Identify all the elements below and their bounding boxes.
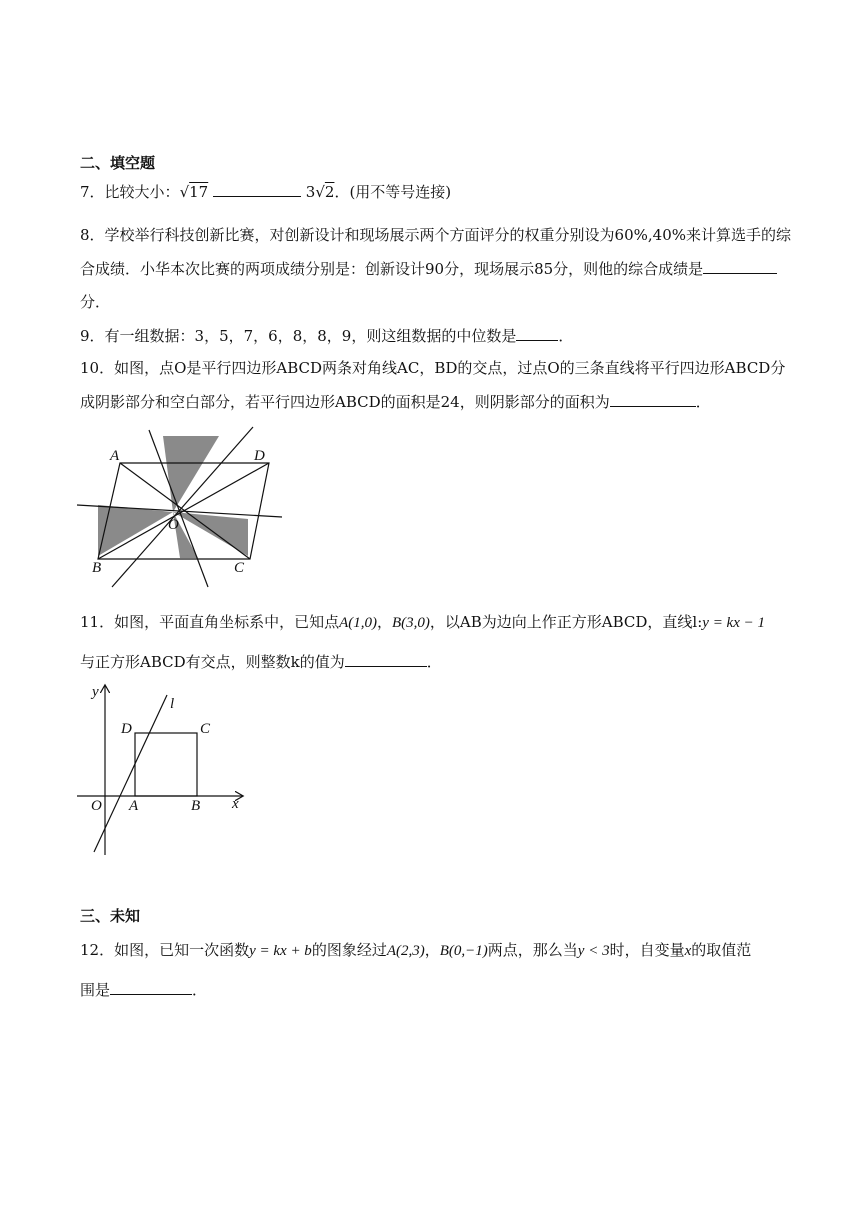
sqrt-sign: √ xyxy=(315,183,325,201)
answer-blank xyxy=(516,326,558,341)
answer-blank xyxy=(703,259,777,274)
question-text: 的图象经过 xyxy=(311,941,387,959)
answer-blank xyxy=(213,182,301,197)
label-a: A xyxy=(129,798,139,814)
question-10-line-2 xyxy=(80,392,711,412)
radicand: 2 xyxy=(324,183,335,201)
question-8-line-3: 分． xyxy=(80,293,111,311)
question-suffix: ．(用不等号连接) xyxy=(334,183,452,201)
question-text: 两点，那么当 xyxy=(487,941,578,959)
function-equation: y = kx + b xyxy=(249,943,312,959)
section-title: 二、填空题 xyxy=(80,154,156,172)
label-d: D xyxy=(121,721,132,737)
label-b: B xyxy=(191,798,201,814)
point-a: A(2,3) xyxy=(386,943,425,959)
question-text: ，以AB为边向上作正方形ABCD，直线l: xyxy=(429,613,703,631)
question-text: 合成绩．小华本次比赛的两项成绩分别是：创新设计90分，现场展示85分，则他的综合成绩是 xyxy=(80,260,704,278)
question-end: ． xyxy=(192,981,208,999)
separator: ， xyxy=(377,613,393,631)
parallelogram-figure xyxy=(72,425,292,595)
question-8-line-2 xyxy=(80,259,777,279)
question-text: 的取值范 xyxy=(691,941,752,959)
question-11-line-2 xyxy=(80,652,442,672)
question-12-line-1 xyxy=(80,940,751,961)
point-b: B(3,0) xyxy=(392,615,430,631)
label-y: y xyxy=(92,684,99,700)
question-10-line-1: 10．如图，点O是平行四边形ABCD两条对角线AC，BD的交点，过点O的三条直线将平行四边形ABCD分 xyxy=(80,359,786,377)
label-o: O xyxy=(91,798,102,814)
question-text: 时，自变量 xyxy=(609,941,685,959)
label-l: l xyxy=(170,696,175,712)
label-c: C xyxy=(234,560,245,576)
question-12-line-2 xyxy=(80,980,207,1000)
question-text: 围是 xyxy=(80,981,111,999)
label-o: O xyxy=(168,517,179,533)
coefficient: 3 xyxy=(305,183,316,201)
question-end: ． xyxy=(426,653,442,671)
question-11-line-1 xyxy=(80,612,765,633)
section-title: 三、未知 xyxy=(80,907,141,925)
point-a: A(1,0) xyxy=(339,615,377,631)
question-text: 9．有一组数据：3，5，7，6，8，8，9，则这组数据的中位数是 xyxy=(80,327,517,345)
variable: x xyxy=(684,943,692,959)
question-text: 与正方形ABCD有交点，则整数k的值为 xyxy=(80,653,345,671)
question-prefix: 比较大小： xyxy=(104,183,180,201)
question-end: ． xyxy=(558,327,574,345)
label-a: A xyxy=(110,448,120,464)
question-8-line-1: 8．学校举行科技创新比赛，对创新设计和现场展示两个方面评分的权重分别设为60%,40%来计算选手的综 xyxy=(80,226,791,244)
answer-blank xyxy=(610,392,696,407)
question-7 xyxy=(80,182,451,202)
line-equation: y = kx − 1 xyxy=(702,615,765,631)
point-b: B(0,−1) xyxy=(439,943,488,959)
question-text: 成阴影部分和空白部分，若平行四边形ABCD的面积是24，则阴影部分的面积为 xyxy=(80,393,610,411)
question-text: 12．如图，已知一次函数 xyxy=(80,941,250,959)
answer-blank xyxy=(345,652,427,667)
answer-blank xyxy=(110,980,192,995)
label-d: D xyxy=(254,448,265,464)
question-9 xyxy=(80,326,573,346)
label-x: x xyxy=(232,796,239,812)
sqrt-sign: √ xyxy=(179,183,190,201)
radicand: 17 xyxy=(189,183,209,201)
question-text: 11．如图，平面直角坐标系中，已知点 xyxy=(80,613,340,631)
condition: y < 3 xyxy=(577,943,610,959)
coordinate-figure xyxy=(72,680,252,860)
question-end: ． xyxy=(695,393,711,411)
question-number: 7． xyxy=(80,183,105,201)
label-b: B xyxy=(92,560,102,576)
separator: ， xyxy=(424,941,440,959)
label-c: C xyxy=(200,721,211,737)
